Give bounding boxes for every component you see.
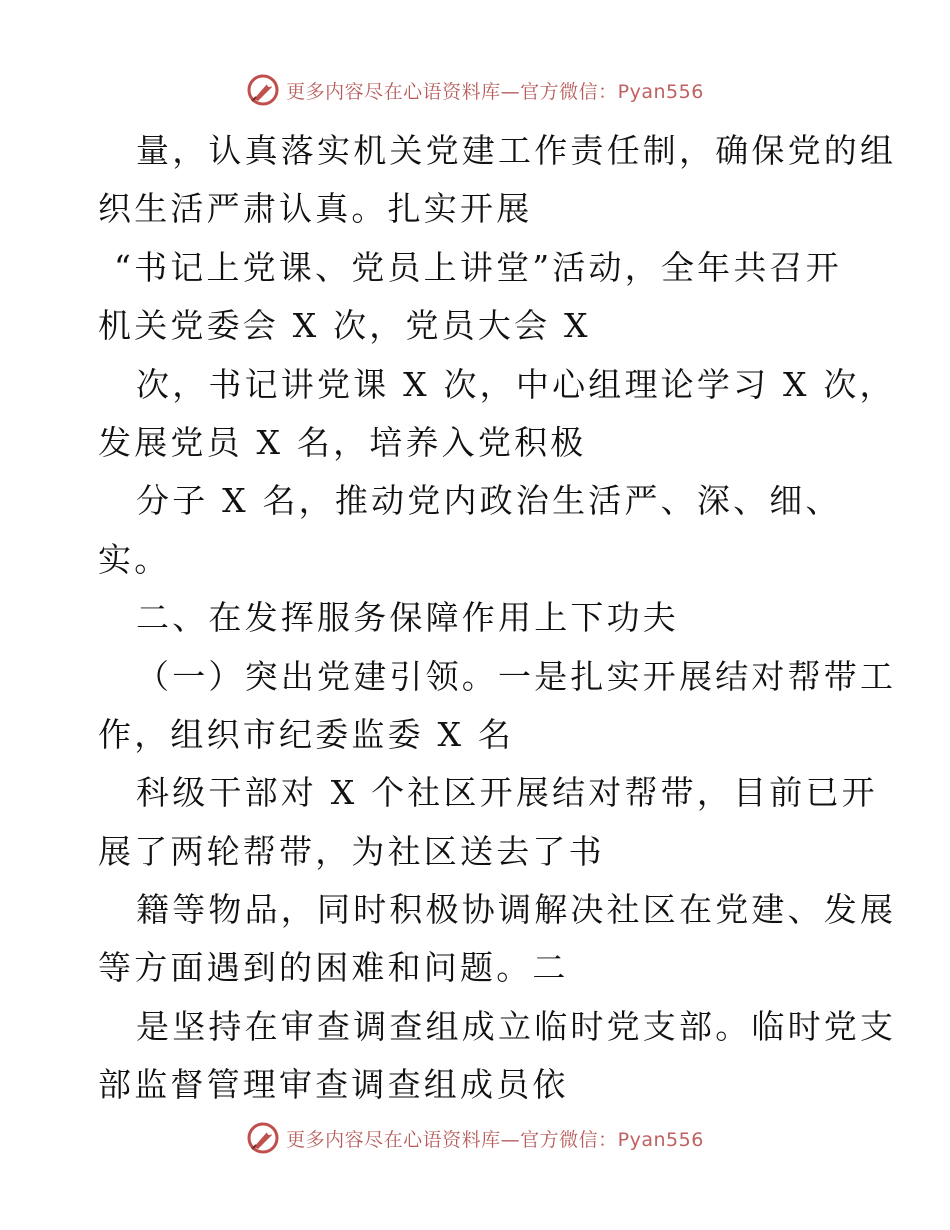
- pen-nib-logo-icon: [246, 73, 280, 107]
- section-heading: 二、在发挥服务保障作用上下功夫: [136, 598, 679, 638]
- text-line: 实。: [98, 539, 171, 579]
- footer-watermark-banner: [0, 1118, 950, 1158]
- text-line: 籍等物品，同时积极协调解决社区在党建、发展: [136, 890, 897, 930]
- watermark-text: 更多内容尽在心语资料库—官方微信：Pyan556: [286, 80, 704, 103]
- text-line: 是坚持在审查调查组成立临时党支部。临时党支: [136, 1006, 897, 1046]
- pen-nib-logo-icon: [246, 1121, 280, 1155]
- text-line: 发展党员 X 名，培养入党积极: [98, 422, 587, 462]
- text-line: 分子 X 名，推动党内政治生活严、深、细、: [136, 481, 842, 521]
- document-body: [98, 122, 897, 1115]
- text-line: 机关党委会 X 次，党员大会 X: [98, 306, 591, 346]
- text-line: 次，书记讲党课 X 次，中心组理论学习 X 次，: [136, 364, 896, 404]
- text-line: 作，组织市纪委监委 X 名: [98, 714, 515, 754]
- text-line: 量，认真落实机关党建工作责任制，确保党的组: [136, 131, 897, 170]
- text-line: “书记上党课、党员上讲堂”活动，全年共召开: [114, 247, 842, 287]
- header-watermark-banner: [0, 70, 950, 110]
- text-line: 织生活严肃认真。扎实开展: [98, 189, 533, 229]
- watermark-text: 更多内容尽在心语资料库—官方微信：Pyan556: [286, 1128, 704, 1151]
- subsection-heading-line: （一）突出党建引领。一是扎实开展结对帮带工: [136, 656, 897, 696]
- text-line: 科级干部对 X 个社区开展结对帮带，目前已开: [136, 773, 878, 813]
- text-line: 等方面遇到的困难和问题。二: [98, 948, 569, 988]
- wechat-handle: Pyan556: [617, 80, 704, 103]
- text-line: 展了两轮帮带，为社区送去了书: [98, 831, 605, 871]
- wechat-handle: Pyan556: [617, 1128, 704, 1151]
- text-line: 部监督管理审查调查组成员依: [98, 1065, 569, 1105]
